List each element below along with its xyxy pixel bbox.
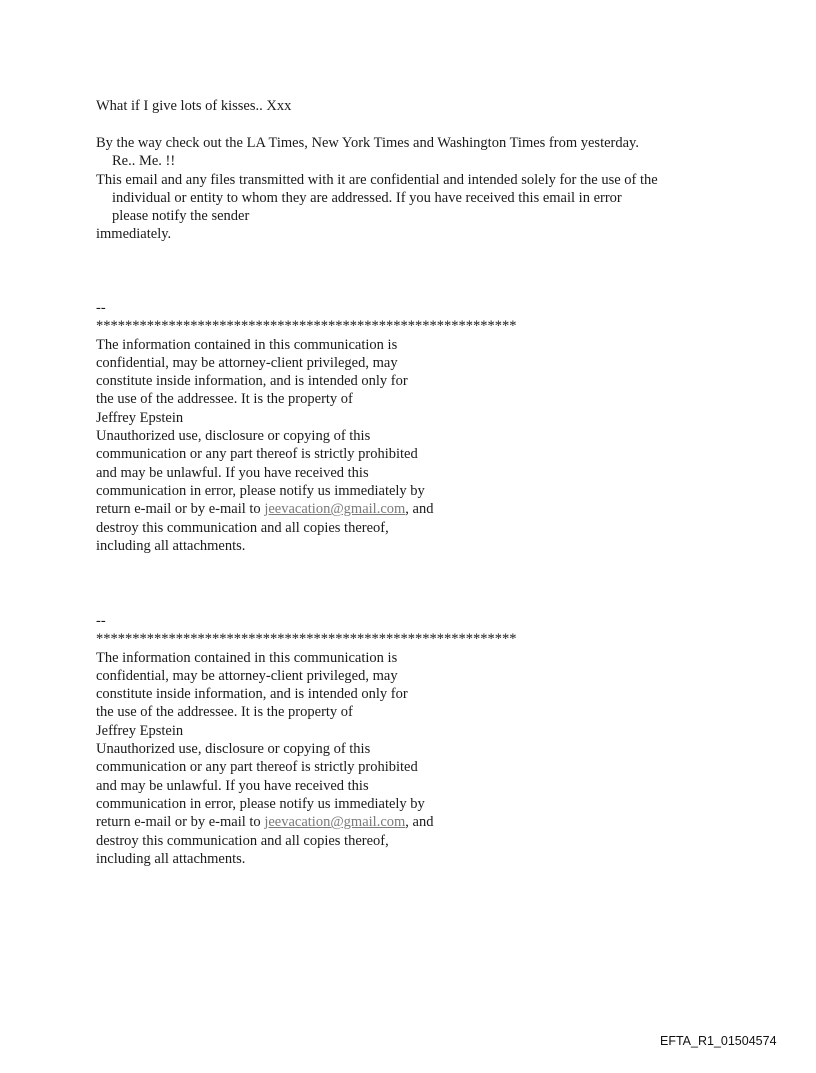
signature-line: constitute inside information, and is intended only for <box>96 686 408 703</box>
signature-stars: ********************************************************** <box>96 631 517 648</box>
signature-line: communication or any part thereof is strictly prohibited <box>96 446 418 463</box>
signature-line: confidential, may be attorney-client privileged, may <box>96 667 398 684</box>
signature-line: communication in error, please notify us immediately by <box>96 795 425 812</box>
email-suffix: , and <box>405 501 434 518</box>
signature-line: the use of the addressee. It is the property of <box>96 391 353 408</box>
signature-line: including all attachments. <box>96 537 246 554</box>
signature-email-line <box>96 813 517 831</box>
signature-line: confidential, may be attorney-client privileged, may <box>96 354 398 371</box>
signature-dashes: -- <box>96 300 106 316</box>
message-line-2: By the way check out the LA Times, New York Times and Washington Times from yesterday. <box>96 135 639 151</box>
message-line-1: What if I give lots of kisses.. Xxx <box>96 98 292 114</box>
signature-block-2 <box>96 612 517 868</box>
email-suffix: , and <box>405 814 434 831</box>
signature-email-line <box>96 500 517 518</box>
confidentiality-line-1: This email and any files transmitted with it are confidential and intended solely for the use of the <box>96 171 658 188</box>
signature-line: the use of the addressee. It is the property of <box>96 704 353 721</box>
email-prefix: return e-mail or by e-mail to <box>96 501 265 518</box>
signature-line: and may be unlawful. If you have received this <box>96 777 369 794</box>
signature-line: Jeffrey Epstein <box>96 409 184 426</box>
signature-block-1 <box>96 299 517 555</box>
bates-number: EFTA_R1_01504574 <box>660 1034 777 1048</box>
confidentiality-line-3: please notify the sender <box>112 208 250 225</box>
signature-line: communication in error, please notify us immediately by <box>96 482 425 499</box>
email-prefix: return e-mail or by e-mail to <box>96 814 265 831</box>
signature-dashes: -- <box>96 613 106 629</box>
signature-line: constitute inside information, and is intended only for <box>96 373 408 390</box>
email-link[interactable]: jeevacation@gmail.com <box>264 501 406 518</box>
message-paragraph <box>96 134 658 244</box>
signature-line: and may be unlawful. If you have received this <box>96 464 369 481</box>
signature-line: destroy this communication and all copies thereof, <box>96 832 389 849</box>
signature-line: including all attachments. <box>96 850 246 867</box>
confidentiality-line-2: individual or entity to whom they are addressed. If you have received this email in error <box>112 189 622 206</box>
email-link[interactable]: jeevacation@gmail.com <box>264 814 406 831</box>
signature-line: The information contained in this communication is <box>96 336 398 353</box>
signature-line: The information contained in this communication is <box>96 649 398 666</box>
message-line-3: Re.. Me. !! <box>112 153 176 170</box>
signature-line: destroy this communication and all copies thereof, <box>96 519 389 536</box>
signature-stars: ********************************************************** <box>96 318 517 335</box>
confidentiality-line-4: immediately. <box>96 226 172 243</box>
signature-line: Unauthorized use, disclosure or copying of this <box>96 741 371 758</box>
signature-line: Unauthorized use, disclosure or copying of this <box>96 428 371 445</box>
signature-line: communication or any part thereof is strictly prohibited <box>96 759 418 776</box>
message-body <box>96 97 291 115</box>
signature-line: Jeffrey Epstein <box>96 722 184 739</box>
